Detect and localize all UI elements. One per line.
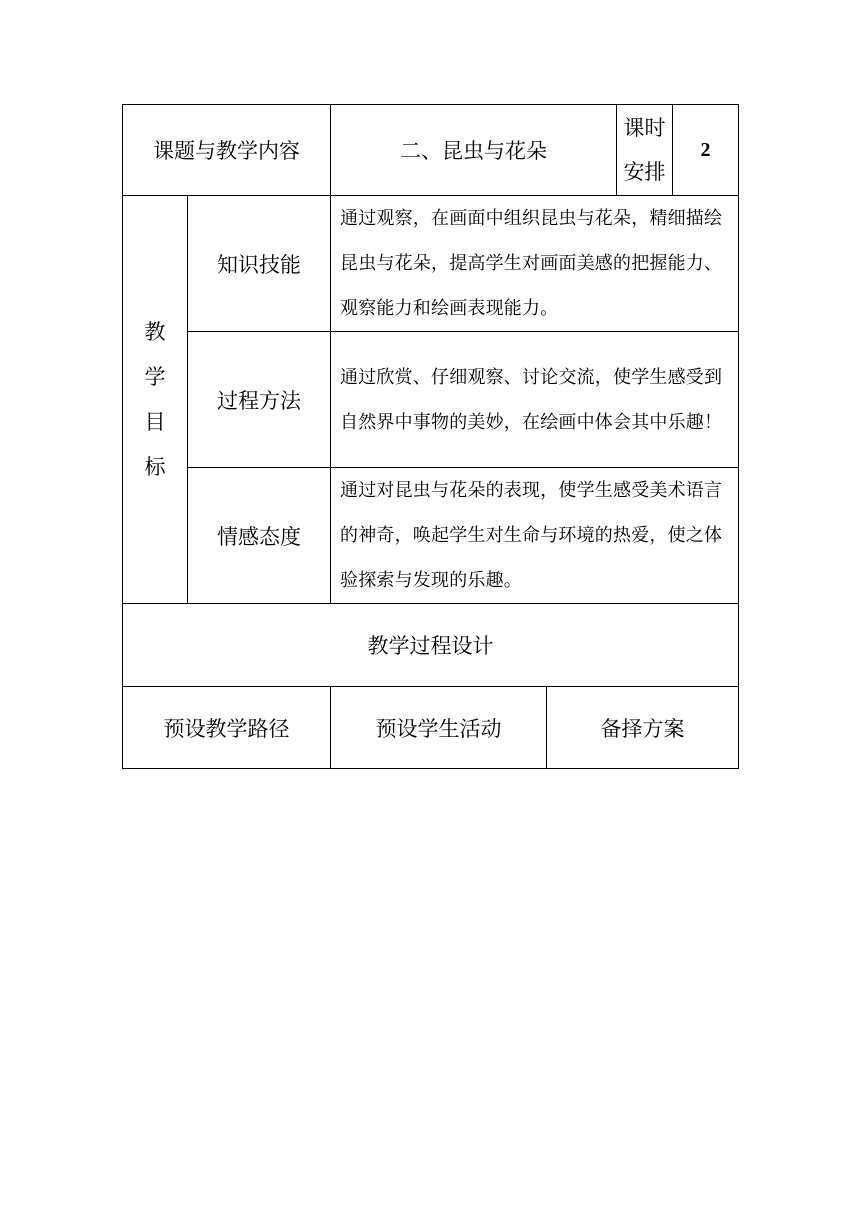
hours-label-line2: 安排 [623,160,666,184]
hours-value: 2 [673,105,739,196]
hours-label-line1: 课时 [623,116,666,140]
hours-label [617,105,673,196]
topic-row [123,105,739,196]
topic-value: 二、昆虫与花朵 [331,105,617,196]
objective-text-process: 通过欣赏、仔细观察、讨论交流，使学生感受到自然界中事物的美妙，在绘画中体会其中乐趣！ [331,332,739,468]
objectives-char-2: 学 [144,364,166,389]
objective-text-knowledge: 通过观察，在画面中组织昆虫与花朵，精细描绘昆虫与花朵，提高学生对画面美感的把握能力、观察能力和绘画表现能力。 [331,196,739,332]
objectives-group-label [123,196,188,604]
objective-text-attitude: 通过对昆虫与花朵的表现，使学生感受美术语言的神奇，唤起学生对生命与环境的热爱，使之体验探索与发现的乐趣。 [331,468,739,604]
process-title: 教学过程设计 [123,604,739,687]
column-alternative-plan: 备择方案 [547,687,739,769]
objective-label-attitude: 情感态度 [188,468,331,604]
objective-row-process [123,332,739,468]
objectives-char-3: 目 [144,409,166,434]
objective-row-knowledge [123,196,739,332]
objective-label-knowledge: 知识技能 [188,196,331,332]
column-student-activity: 预设学生活动 [331,687,547,769]
objective-row-attitude [123,468,739,604]
objectives-char-4: 标 [144,454,166,479]
lesson-plan-table [122,104,739,769]
process-title-row [123,604,739,687]
column-teaching-path: 预设教学路径 [123,687,331,769]
process-header-row [123,687,739,769]
objective-label-process: 过程方法 [188,332,331,468]
topic-label: 课题与教学内容 [123,105,331,196]
objectives-char-1: 教 [144,319,166,344]
